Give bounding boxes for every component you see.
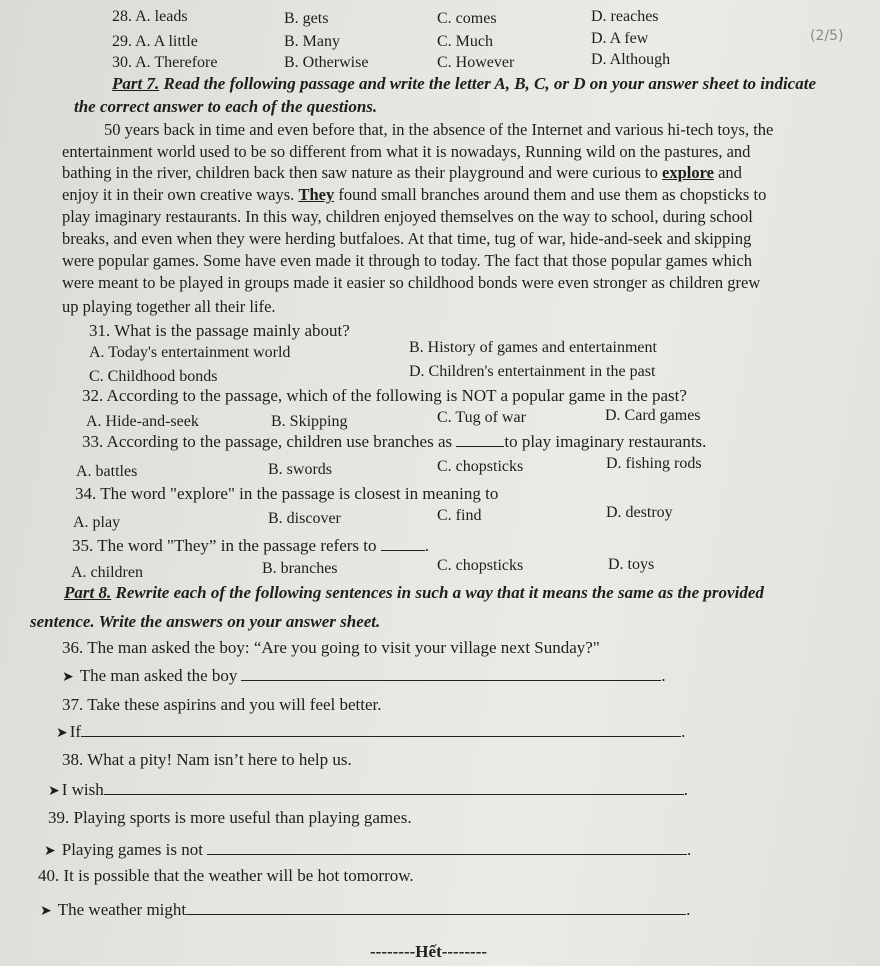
- option-b: B. gets: [284, 10, 329, 27]
- q34-option-d: D. destroy: [606, 504, 673, 521]
- passage-line: play imaginary restaurants. In this way, children enjoyed themselves on the way to school, during school: [62, 207, 753, 226]
- rewrite-36-answer-line: [62, 666, 666, 686]
- rewrite-40-answer-line: [40, 900, 690, 920]
- q34-option-b: B. discover: [268, 510, 341, 527]
- part7-instruction: [112, 74, 816, 94]
- q32-option-b: B. Skipping: [271, 413, 348, 430]
- option-c: C. comes: [437, 10, 497, 27]
- option-d: D. A few: [591, 30, 649, 47]
- mc-number: 30.: [112, 54, 132, 71]
- answer-blank[interactable]: [186, 913, 686, 915]
- q34-option-c: C. find: [437, 507, 482, 524]
- question-35-stem: [72, 536, 429, 556]
- mc-row-29: [112, 33, 198, 51]
- part8-label: Part 8.: [64, 583, 112, 602]
- arrow-icon: ➤: [48, 784, 60, 799]
- arrow-icon: ➤: [62, 670, 74, 685]
- rewrite-39-answer-line: [44, 840, 691, 860]
- q35-stem-text: 35. The word "They” in the passage refers to: [72, 536, 381, 555]
- period: .: [683, 780, 689, 799]
- word-they: They: [298, 185, 335, 204]
- q31-option-a: A. Today's entertainment world: [89, 344, 291, 361]
- q35-option-d: D. toys: [608, 556, 655, 573]
- option-d: D. Although: [591, 51, 671, 68]
- rewrite-36-stem: 36. The man asked the boy: “Are you going to visit your village next Sunday?": [62, 638, 600, 657]
- q35-option-c: C. chopsticks: [437, 557, 524, 574]
- q35-option-a: A. children: [71, 564, 143, 581]
- answer-blank[interactable]: [207, 853, 687, 855]
- rewrite-37-stem: 37. Take these aspirins and you will feel better.: [62, 695, 382, 714]
- q35-blank: [381, 549, 425, 551]
- q33-option-d: D. fishing rods: [606, 455, 702, 472]
- q31-option-b: B. History of games and entertainment: [409, 339, 657, 356]
- passage-text: found small branches around them and use them as chopsticks to: [334, 185, 767, 204]
- q33-option-c: C. chopsticks: [437, 458, 524, 475]
- rewrite-prompt: The man asked the boy: [79, 666, 238, 685]
- footer-dash: --------: [370, 942, 416, 961]
- answer-blank[interactable]: [241, 679, 661, 681]
- mc-number: 28.: [112, 8, 132, 25]
- mc-row-28: [112, 8, 188, 26]
- q35-stem-text: .: [424, 536, 429, 555]
- arrow-icon: ➤: [40, 904, 52, 919]
- part8-instruction-cont: sentence. Write the answers on your answer sheet.: [30, 612, 381, 631]
- passage-line: 50 years back in time and even before that, in the absence of the Internet and various hi-tech toys, the: [104, 120, 774, 139]
- q35-option-b: B. branches: [262, 560, 338, 577]
- passage-line: [62, 163, 742, 183]
- passage-line: up playing together all their life.: [62, 297, 276, 316]
- passage-line: [62, 185, 766, 205]
- option-b: B. Many: [284, 33, 340, 50]
- q32-option-d: D. Card games: [605, 407, 701, 424]
- option-a: A. leads: [135, 8, 188, 25]
- part8-instruction: [64, 583, 764, 603]
- q32-option-c: C. Tug of war: [437, 409, 526, 426]
- question-32-stem: 32. According to the passage, which of the following is NOT a popular game in the past?: [82, 386, 687, 405]
- option-d: D. reaches: [591, 8, 659, 25]
- option-c: C. However: [437, 54, 515, 71]
- passage-text: bathing in the river, children back then saw nature as their playground and were curious to: [62, 163, 663, 182]
- rewrite-prompt: Playing games is not: [61, 840, 203, 859]
- passage-line: breaks, and even when they were herding butfaloes. At that time, tug of war, hide-and-seek and skipping: [62, 229, 752, 248]
- q32-option-a: A. Hide-and-seek: [86, 413, 199, 430]
- arrow-icon: ➤: [44, 844, 56, 859]
- mc-row-30: [112, 54, 217, 72]
- part8-instruction-text: Rewrite each of the following sentences in such a way that it means the same as the provided: [111, 583, 764, 602]
- option-a: A. A little: [135, 33, 198, 50]
- q33-stem-text: 33. According to the passage, children use branches as: [82, 432, 457, 451]
- rewrite-38-stem: 38. What a pity! Nam isn’t here to help us.: [62, 750, 352, 769]
- rewrite-prompt: I wish: [61, 780, 104, 799]
- answer-blank[interactable]: [104, 793, 684, 795]
- rewrite-prompt: If: [69, 722, 82, 741]
- part7-label: Part 7.: [112, 74, 160, 93]
- passage-text: and: [713, 163, 742, 182]
- q31-option-d: D. Children's entertainment in the past: [409, 363, 656, 380]
- passage-line: were meant to be played in groups made it easier so childhood bonds were even stronger as children grew: [62, 273, 761, 292]
- q33-option-b: B. swords: [268, 461, 333, 478]
- word-explore: explore: [662, 163, 714, 182]
- part7-instruction-cont: the correct answer to each of the questions.: [74, 97, 378, 116]
- rewrite-39-stem: 39. Playing sports is more useful than playing games.: [48, 808, 412, 827]
- period: .: [681, 722, 686, 741]
- option-c: C. Much: [437, 33, 493, 50]
- arrow-icon: ➤: [56, 726, 68, 741]
- rewrite-38-answer-line: [48, 780, 688, 800]
- margin-note: (2/5): [810, 28, 844, 44]
- option-a: A. Therefore: [135, 54, 218, 71]
- q31-option-c: C. Childhood bonds: [89, 368, 218, 385]
- passage-line: were popular games. Some have even made it through to today. The fact that those popular games which: [62, 251, 753, 270]
- answer-blank[interactable]: [81, 735, 681, 737]
- option-b: B. Otherwise: [284, 54, 369, 71]
- period: .: [661, 666, 666, 685]
- passage-line: entertainment world used to be so different from what it is nowadays, Running wild on the pastures, and: [62, 142, 751, 161]
- question-33-stem: [82, 432, 706, 452]
- rewrite-40-stem: 40. It is possible that the weather will be hot tomorrow.: [38, 866, 414, 885]
- q33-blank: [456, 445, 504, 447]
- footer-end-marker: [370, 942, 487, 962]
- rewrite-prompt: The weather might: [57, 900, 187, 919]
- q33-option-a: A. battles: [76, 463, 138, 480]
- period: .: [686, 840, 692, 859]
- mc-number: 29.: [112, 33, 132, 50]
- period: .: [686, 900, 691, 919]
- part7-instruction-text: Read the following passage and write the letter A, B, C, or D on your answer sheet to indicate: [159, 74, 816, 93]
- question-34-stem: 34. The word "explore" in the passage is closest in meaning to: [75, 484, 499, 503]
- footer-word: Hết: [415, 942, 442, 961]
- passage-text: enjoy it in their own creative ways.: [62, 185, 299, 204]
- rewrite-37-answer-line: [56, 722, 685, 742]
- q33-stem-text: to play imaginary restaurants.: [504, 432, 707, 451]
- question-31-stem: 31. What is the passage mainly about?: [89, 321, 350, 340]
- footer-dash: --------: [441, 942, 488, 961]
- q34-option-a: A. play: [73, 514, 121, 531]
